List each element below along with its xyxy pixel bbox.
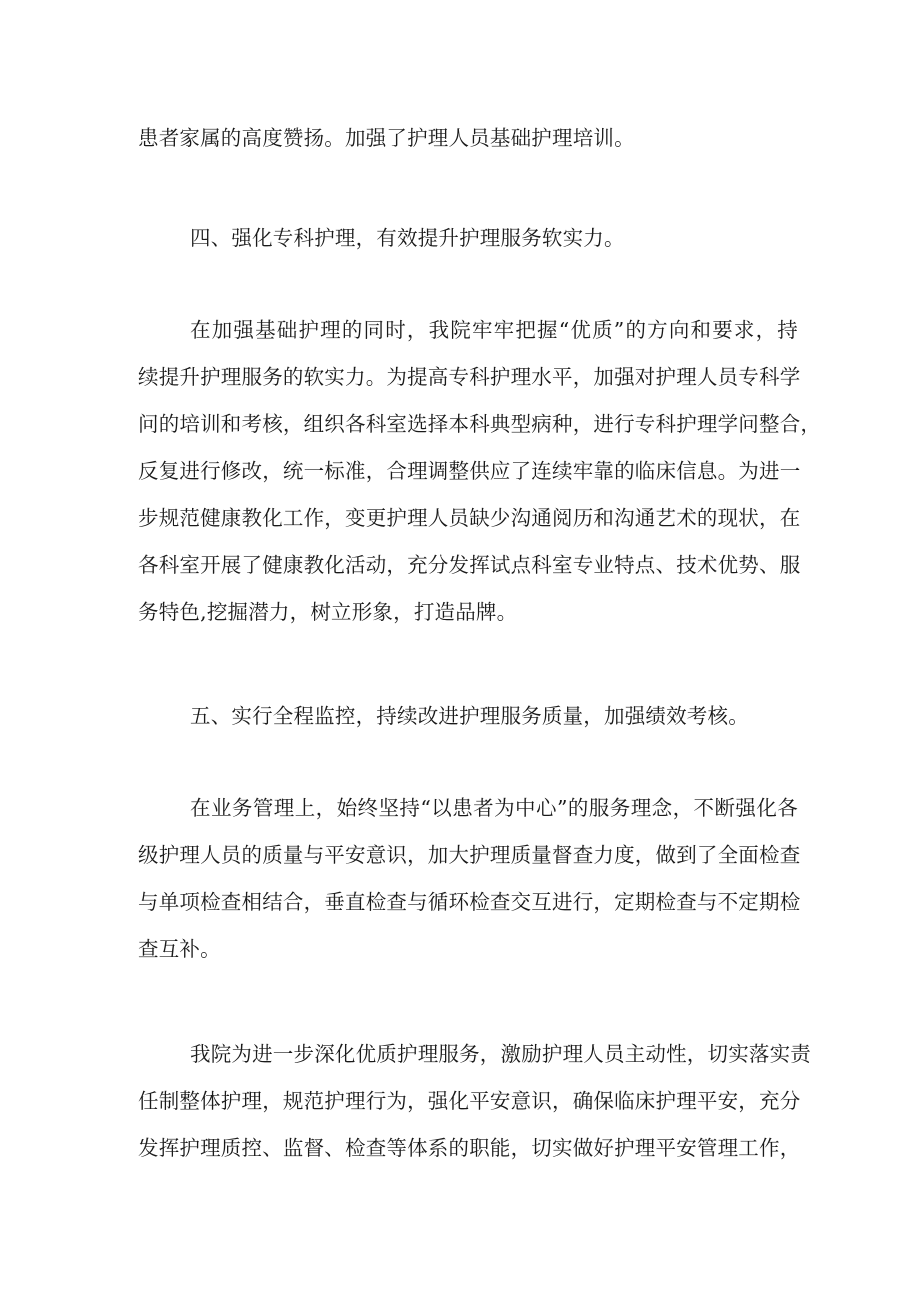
paragraph-line: 任制整体护理，规范护理行为，强化平安意识，确保临床护理平安，充分 [138,1089,801,1113]
paragraph-line: 与单项检查相结合，垂直检查与循环检查交互进行，定期检查与不定期检 [138,890,801,914]
paragraph-line: 在业务管理上，始终坚持“以患者为中心”的服务理念，不断强化各 [190,796,798,820]
paragraph-line: 反复进行修改，统一标准，合理调整供应了连续牢靠的临床信息。为进一 [138,459,801,483]
paragraph-line: 我院为进一步深化优质护理服务，激励护理人员主动性，切实落实责 [190,1042,811,1066]
paragraph-line: 发挥护理质控、监督、检查等体系的职能，切实做好护理平安管理工作， [138,1136,801,1160]
paragraph-line: 务特色,挖掘潜力，树立形象，打造品牌。 [138,600,518,624]
paragraph-line: 在加强基础护理的同时，我院牢牢把握“优质”的方向和要求，持 [190,318,798,342]
section-heading-5: 五、实行全程监控，持续改进护理服务质量，加强绩效考核。 [190,704,749,728]
paragraph-line: 步规范健康教化工作，变更护理人员缺少沟通阅历和沟通艺术的现状，在 [138,506,801,530]
paragraph-line: 问的培训和考核，组织各科室选择本科典型病种，进行专科护理学问整合， [138,412,822,436]
paragraph-line: 各科室开展了健康教化活动，充分发挥试点科室专业特点、技术优势、服 [138,553,801,577]
paragraph-line: 续提升护理服务的软实力。为提高专科护理水平，加强对护理人员专科学 [138,365,801,389]
paragraph-line: 查互补。 [138,937,221,961]
paragraph-line: 患者家属的高度赞扬。加强了护理人员基础护理培训。 [138,126,635,150]
paragraph-line: 级护理人员的质量与平安意识，加大护理质量督查力度，做到了全面检查 [138,843,801,867]
section-heading-4: 四、强化专科护理，有效提升护理服务软实力。 [190,226,625,250]
